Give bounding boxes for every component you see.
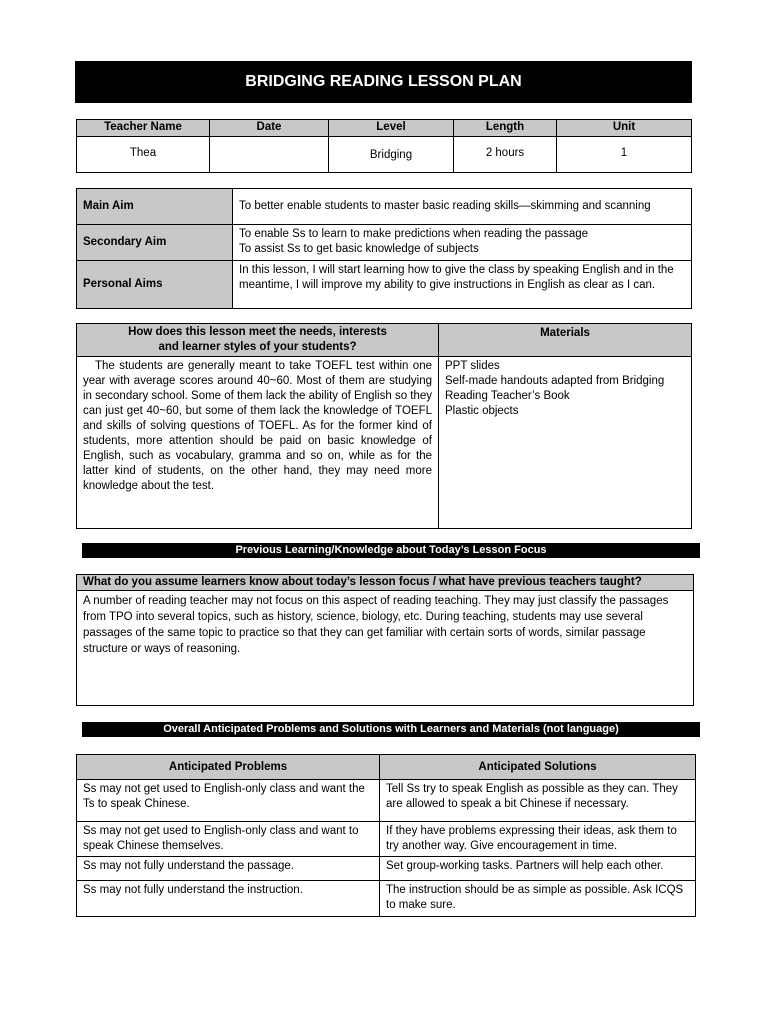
solution-cell: Set group-working tasks. Partners will help each other. bbox=[380, 857, 696, 881]
page-title-banner bbox=[75, 61, 692, 103]
materials-list bbox=[439, 357, 692, 529]
secondary-aim-label: Secondary Aim bbox=[77, 225, 233, 261]
needs-answer: The students are generally meant to take TOEFL test within one year with average scores around 40~60. Most of them are studying in secondary school. Some of them lack the ability of English so they can just get 40~60, but some of them lack the knowledge of TOEFL and skills of solving questions of TOEFL. As for the former kind of students, more attention should be paid on basic knowledge of English, such as vocabulary, gramma and so on, while as for the latter kind of students, on the other hand, they may need more knowledge about the test. bbox=[77, 357, 439, 529]
problem-cell: Ss may not get used to English-only class and want to speak Chinese themselves. bbox=[77, 822, 380, 857]
problems-solutions-table bbox=[76, 754, 696, 917]
table-row bbox=[77, 881, 696, 917]
lesson-info-table bbox=[76, 119, 692, 173]
personal-aims-label: Personal Aims bbox=[77, 261, 233, 309]
table-row bbox=[77, 857, 696, 881]
teacher-name-value: Thea bbox=[77, 137, 210, 173]
main-aim-label: Main Aim bbox=[77, 189, 233, 225]
secondary-aim-text bbox=[233, 225, 692, 261]
secondary-aim-line1: To enable Ss to learn to make predictions when reading the passage bbox=[239, 228, 589, 240]
secondary-aim-line2: To assist Ss to get basic knowledge of subjects bbox=[239, 243, 479, 255]
material-item: Plastic objects bbox=[445, 405, 519, 417]
table-row bbox=[77, 780, 696, 822]
solution-cell: The instruction should be as simple as possible. Ask ICQS to make sure. bbox=[380, 881, 696, 917]
problem-cell: Ss may not fully understand the passage. bbox=[77, 857, 380, 881]
material-item: PPT slides bbox=[445, 360, 500, 372]
previous-learning-title: Previous Learning/Knowledge about Today’s Lesson Focus bbox=[235, 544, 547, 556]
main-aim-text: To better enable students to master basic reading skills—skimming and scanning bbox=[233, 189, 692, 225]
teacher-name-header: Teacher Name bbox=[77, 120, 210, 137]
date-value bbox=[210, 137, 329, 173]
anticipated-problems-header: Anticipated Problems bbox=[77, 755, 380, 780]
previous-learning-question: What do you assume learners know about today’s lesson focus / what have previous teachers taught? bbox=[77, 575, 694, 591]
previous-learning-answer: A number of reading teacher may not focus on this aspect of reading teaching. They may just classify the passages from TPO into several topics, such as history, science, biology, etc. During teaching, students may use several passages of the same topic to practice so that they can get familiar with certain sorts of words, similar passage structure or ways of reasoning. bbox=[77, 591, 694, 706]
materials-header: Materials bbox=[439, 324, 692, 357]
previous-learning-banner bbox=[82, 543, 700, 558]
anticipated-solutions-header: Anticipated Solutions bbox=[380, 755, 696, 780]
solution-cell: Tell Ss try to speak English as possible as they can. They are allowed to speak a bit Chinese if necessary. bbox=[380, 780, 696, 822]
length-value: 2 hours bbox=[454, 137, 557, 173]
solution-cell: If they have problems expressing their ideas, ask them to try another way. Give encouragement in time. bbox=[380, 822, 696, 857]
previous-learning-table bbox=[76, 574, 694, 706]
length-header: Length bbox=[454, 120, 557, 137]
page-title: BRIDGING READING LESSON PLAN bbox=[245, 73, 522, 90]
needs-materials-table bbox=[76, 323, 692, 529]
needs-question-header: How does this lesson meet the needs, interests and learner styles of your students? bbox=[77, 324, 439, 357]
level-header: Level bbox=[329, 120, 454, 137]
problems-banner bbox=[82, 722, 700, 737]
problem-cell: Ss may not fully understand the instruction. bbox=[77, 881, 380, 917]
material-item: Self-made handouts adapted from Bridging Reading Teacher’s Book bbox=[445, 375, 665, 402]
aims-table bbox=[76, 188, 692, 309]
unit-value: 1 bbox=[557, 137, 692, 173]
problem-cell: Ss may not get used to English-only class and want the Ts to speak Chinese. bbox=[77, 780, 380, 822]
table-row bbox=[77, 822, 696, 857]
personal-aims-text: In this lesson, I will start learning how to give the class by speaking English and in the meantime, I will improve my ability to give instructions in English as clear as I can. bbox=[233, 261, 692, 309]
date-header: Date bbox=[210, 120, 329, 137]
problems-title: Overall Anticipated Problems and Solutions with Learners and Materials (not language) bbox=[163, 723, 619, 735]
level-value: Bridging bbox=[329, 137, 454, 173]
unit-header: Unit bbox=[557, 120, 692, 137]
